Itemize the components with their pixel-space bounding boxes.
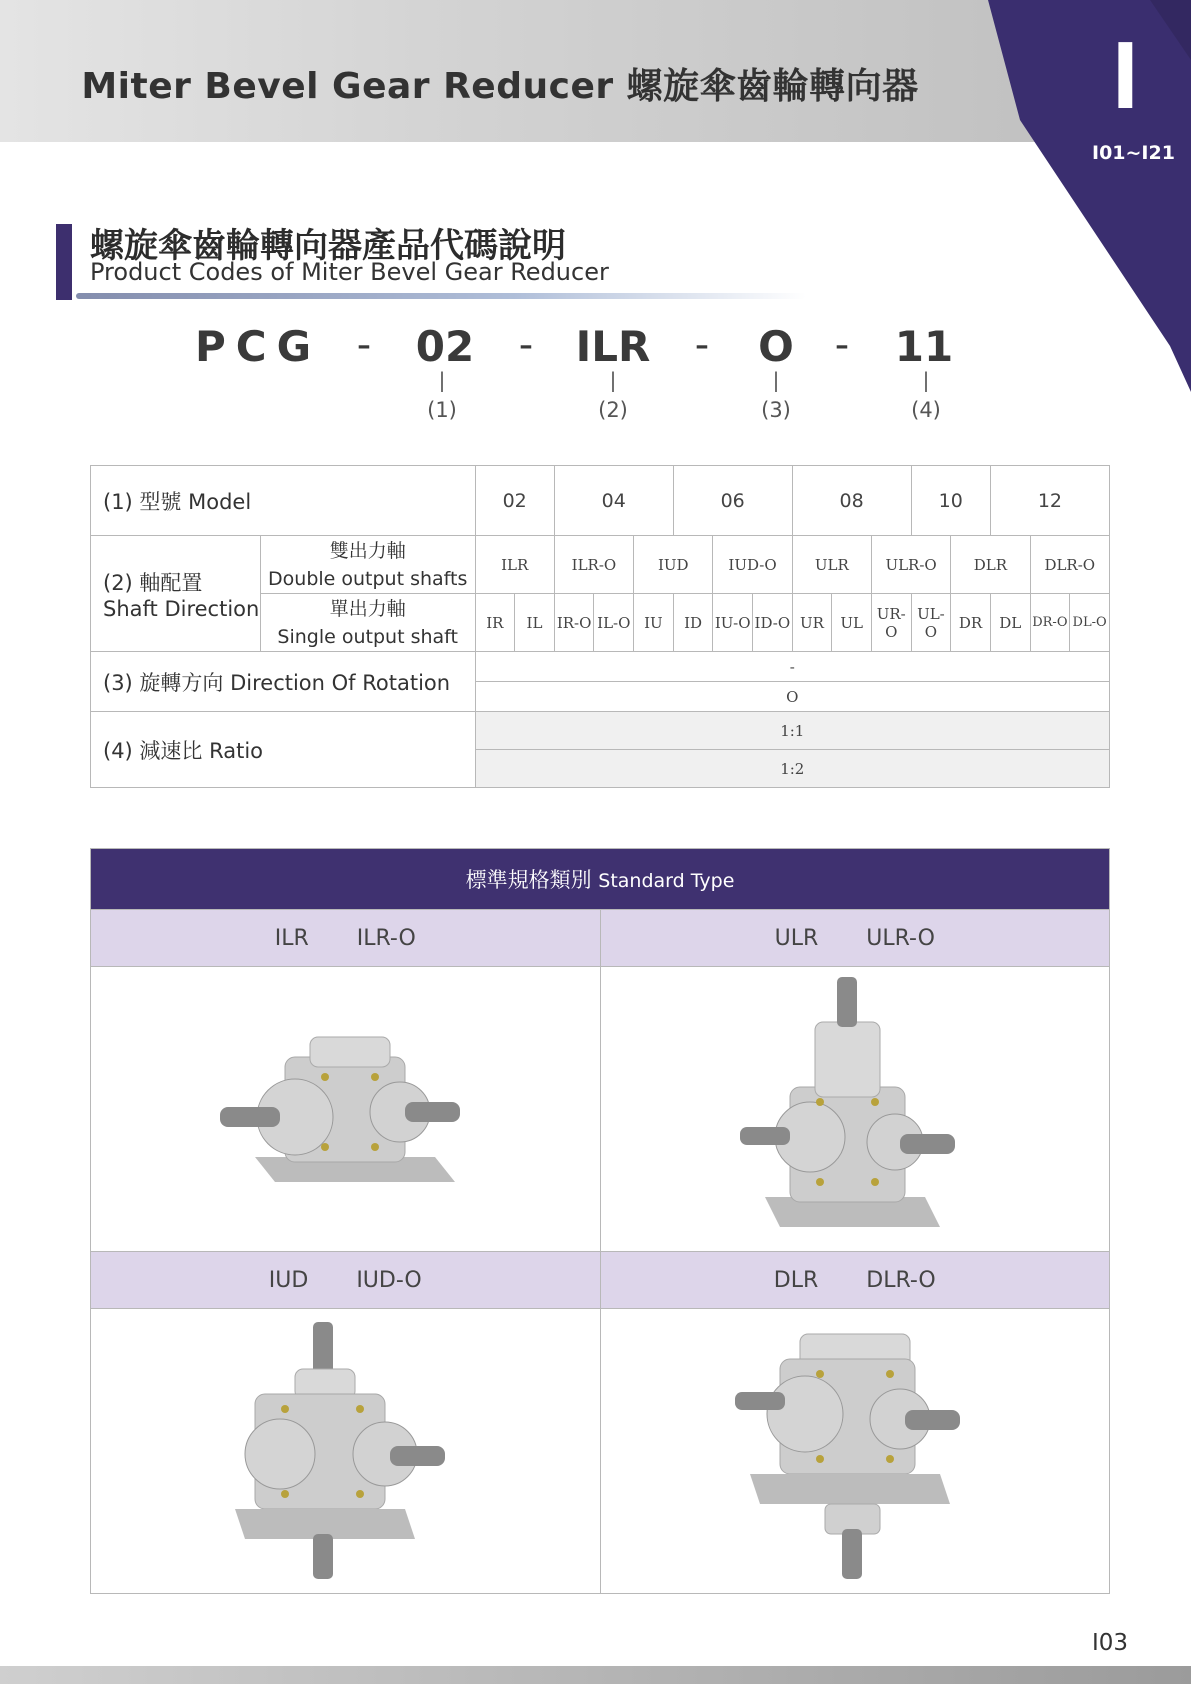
shaft-direction-label xyxy=(91,536,261,652)
model-cell: 12 xyxy=(990,466,1109,536)
gearbox-image-dlr xyxy=(600,1309,1110,1594)
double-code-cell: DLR-O xyxy=(1030,536,1109,594)
gearbox-illustration xyxy=(215,1314,475,1584)
gearbox-illustration xyxy=(725,1314,985,1584)
section-underline xyxy=(76,293,806,299)
model-label: (1) 型號 Model xyxy=(91,466,476,536)
single-code-cell: UL-O xyxy=(911,594,951,652)
single-code-cell: DL-O xyxy=(1070,594,1110,652)
page-header-title: Miter Bevel Gear Reducer 螺旋傘齒輪轉向器 xyxy=(81,66,919,107)
code-dash: - xyxy=(834,322,850,368)
code-part-ratio: 11 xyxy=(894,322,954,371)
double-code-cell: IUD xyxy=(634,536,713,594)
single-code-cell: IR xyxy=(475,594,515,652)
code-part-shaft: ILR xyxy=(575,322,651,371)
model-cell: 02 xyxy=(475,466,554,536)
type-code: DLR xyxy=(773,1267,819,1293)
model-cell: 06 xyxy=(673,466,792,536)
gearbox-image-iud xyxy=(91,1309,601,1594)
model-cell: 10 xyxy=(911,466,990,536)
footer-band xyxy=(0,1666,1191,1684)
code-label-2: (2) xyxy=(598,398,628,422)
type-code: IUD-O xyxy=(356,1267,422,1293)
code-tick: | xyxy=(609,368,617,392)
standard-title-en: Standard Type xyxy=(598,870,735,892)
model-cell: 08 xyxy=(792,466,911,536)
page-number: I03 xyxy=(1092,1630,1129,1656)
double-code-cell: ILR xyxy=(475,536,554,594)
table-row xyxy=(91,466,1110,536)
double-code-cell: IUD-O xyxy=(713,536,792,594)
single-code-cell: DR-O xyxy=(1030,594,1070,652)
rotation-value: - xyxy=(475,652,1109,682)
gearbox-illustration xyxy=(215,1007,475,1207)
code-part-prefix: PCG xyxy=(195,322,322,371)
single-code-cell: IU-O xyxy=(713,594,753,652)
code-tick: | xyxy=(438,368,446,392)
shaft-label-en: Shaft Direction xyxy=(103,596,260,621)
section-title-en: Product Codes of Miter Bevel Gear Reducer xyxy=(90,258,609,286)
standard-title-zh: 標準規格類別 xyxy=(465,868,592,892)
code-dash: - xyxy=(356,322,372,368)
double-code-cell: ULR-O xyxy=(871,536,950,594)
single-label-en: Single output shaft xyxy=(277,625,458,648)
single-shaft-label xyxy=(260,594,475,652)
code-tick: | xyxy=(772,368,780,392)
ratio-value: 1:1 xyxy=(475,712,1109,750)
type-caption xyxy=(91,910,601,967)
chapter-letter: I xyxy=(1112,22,1139,129)
single-code-cell: IL xyxy=(515,594,555,652)
gearbox-illustration xyxy=(725,972,985,1242)
rotation-label: (3) 旋轉方向 Direction Of Rotation xyxy=(91,652,476,712)
single-code-cell: UR xyxy=(792,594,832,652)
single-code-cell: ID-O xyxy=(753,594,793,652)
single-label-zh: 單出力軸 xyxy=(329,597,406,620)
standard-type-table xyxy=(90,848,1110,1594)
model-cell: 04 xyxy=(554,466,673,536)
single-code-cell: DL xyxy=(990,594,1030,652)
table-row xyxy=(91,536,1110,594)
ratio-value: 1:2 xyxy=(475,750,1109,788)
gearbox-image-ulr xyxy=(600,967,1110,1252)
single-code-cell: IU xyxy=(634,594,674,652)
double-label-en: Double output shafts xyxy=(268,567,468,590)
spec-table xyxy=(90,465,1110,788)
type-caption xyxy=(91,1252,601,1309)
double-code-cell: DLR xyxy=(951,536,1030,594)
double-shaft-label xyxy=(260,536,475,594)
rotation-value: O xyxy=(475,682,1109,712)
ratio-label: (4) 減速比 Ratio xyxy=(91,712,476,788)
code-tick: | xyxy=(922,368,930,392)
double-label-zh: 雙出力軸 xyxy=(329,539,406,562)
single-code-cell: UL xyxy=(832,594,872,652)
single-code-cell: ID xyxy=(673,594,713,652)
standard-type-header xyxy=(91,849,1110,910)
single-code-cell: IR-O xyxy=(554,594,594,652)
gearbox-image-ilr xyxy=(91,967,601,1252)
double-code-cell: ILR-O xyxy=(554,536,633,594)
type-code: ILR xyxy=(274,925,309,951)
type-caption xyxy=(600,1252,1110,1309)
chapter-range: I01~I21 xyxy=(1092,142,1175,164)
code-label-4: (4) xyxy=(911,398,941,422)
type-code: IUD xyxy=(268,1267,309,1293)
code-label-3: (3) xyxy=(761,398,791,422)
single-code-cell: IL-O xyxy=(594,594,634,652)
code-part-rotation: O xyxy=(758,322,794,371)
single-code-cell: DR xyxy=(951,594,991,652)
code-dash: - xyxy=(694,322,710,368)
double-code-cell: ULR xyxy=(792,536,871,594)
type-code: ULR-O xyxy=(866,925,935,951)
single-code-cell: UR-O xyxy=(871,594,911,652)
table-row xyxy=(91,652,1110,682)
section-accent-bar xyxy=(56,224,72,300)
type-caption xyxy=(600,910,1110,967)
shaft-label-zh: (2) 軸配置 xyxy=(103,570,203,595)
table-row xyxy=(91,712,1110,750)
type-code: ULR xyxy=(774,925,819,951)
code-label-1: (1) xyxy=(427,398,457,422)
type-code: DLR-O xyxy=(866,1267,936,1293)
code-part-model: 02 xyxy=(415,322,475,371)
code-dash: - xyxy=(518,322,534,368)
type-code: ILR-O xyxy=(356,925,416,951)
section-title-zh: 螺旋傘齒輪轉向器產品代碼說明 xyxy=(90,226,566,266)
